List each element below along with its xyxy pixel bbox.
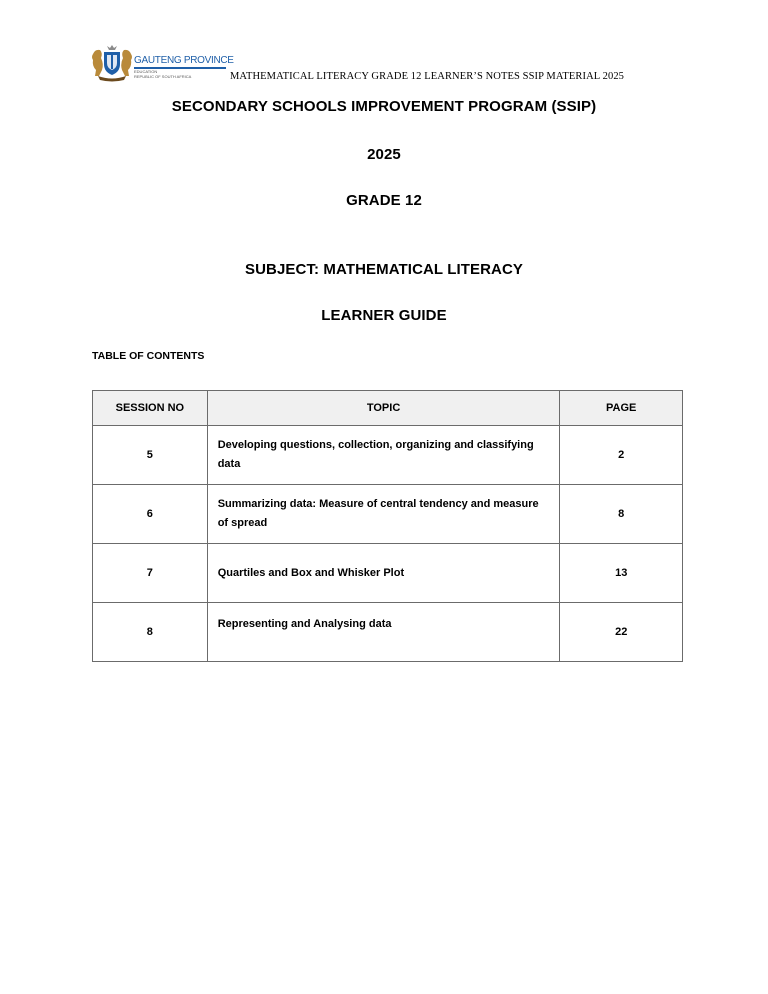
logo-country: REPUBLIC OF SOUTH AFRICA — [134, 74, 192, 79]
topic-cell — [207, 485, 560, 544]
table-row — [93, 603, 683, 662]
topic-cell — [207, 544, 560, 603]
subject-title: SUBJECT: MATHEMATICAL LITERACY — [245, 261, 523, 278]
session-cell: 8 — [93, 603, 208, 662]
column-header-session: SESSION NO — [93, 391, 208, 426]
logo-dept: EDUCATION — [134, 69, 158, 74]
table-row — [93, 544, 683, 603]
session-cell: 5 — [93, 426, 208, 485]
session-cell: 7 — [93, 544, 208, 603]
program-title: SECONDARY SCHOOLS IMPROVEMENT PROGRAM (SSIP) — [171, 98, 597, 115]
table-row — [93, 426, 683, 485]
running-header: MATHEMATICAL LITERACY GRADE 12 LEARNER’S NOTES SSIP MATERIAL 2025 — [230, 71, 625, 82]
column-header-topic: TOPIC — [207, 391, 560, 426]
grade-title: GRADE 12 — [346, 192, 422, 209]
gauteng-logo — [90, 40, 234, 82]
topic-text: Developing questions, collection, organizing and classifying data — [217, 439, 534, 470]
topic-cell — [207, 426, 560, 485]
table-row — [93, 485, 683, 544]
topic-text: Representing and Analysing data — [217, 618, 392, 630]
topic-text: Quartiles and Box and Whisker Plot — [217, 566, 405, 579]
toc-header-row — [93, 391, 683, 426]
session-cell: 6 — [93, 485, 208, 544]
page-cell: 8 — [560, 485, 683, 544]
coat-of-arms-icon — [90, 40, 134, 82]
page-cell: 22 — [560, 603, 683, 662]
topic-cell — [207, 603, 560, 662]
toc-table — [92, 390, 683, 662]
page-cell: 13 — [560, 544, 683, 603]
logo-org-name: GAUTENG PROVINCE — [134, 55, 234, 66]
year-title: 2025 — [367, 146, 401, 163]
topic-text: Summarizing data: Measure of central tendency and measure of spread — [217, 498, 539, 529]
guide-title: LEARNER GUIDE — [321, 307, 447, 324]
column-header-page: PAGE — [560, 391, 683, 426]
toc-label: TABLE OF CONTENTS — [92, 350, 205, 362]
page-cell: 2 — [560, 426, 683, 485]
